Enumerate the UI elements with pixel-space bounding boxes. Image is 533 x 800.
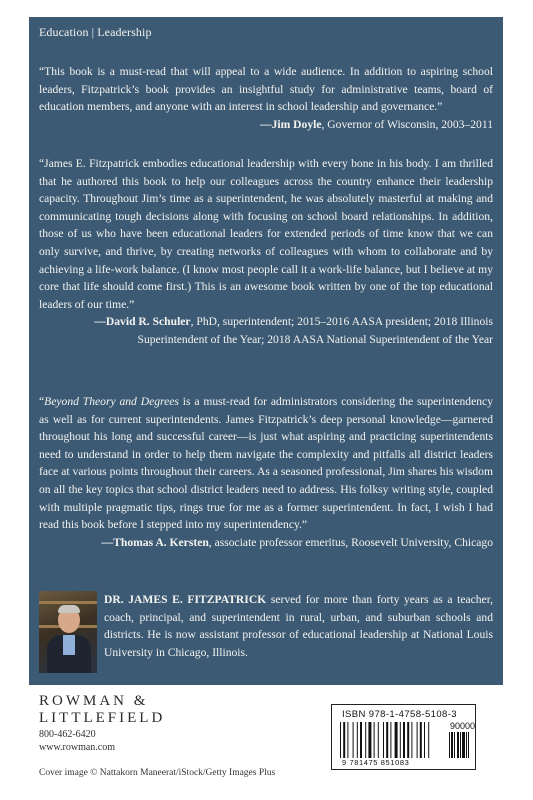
- publisher-phone: 800-462-6420: [39, 729, 96, 740]
- author-photo: [39, 591, 97, 673]
- isbn-number: ISBN 978-1-4758-5108-3: [342, 709, 457, 720]
- endorser-name: —Jim Doyle: [259, 117, 322, 131]
- endorser-role: , associate professor emeritus, Roosevelt University, Chicago: [208, 535, 493, 549]
- endorser-name: —Thomas A. Kersten: [101, 535, 209, 549]
- author-name: DR. JAMES E. FITZPATRICK: [104, 593, 267, 606]
- endorser-role: , Governor of Wisconsin, 2003–2011: [321, 117, 493, 131]
- publisher-block: [39, 693, 165, 753]
- endorsement-text: “James E. Fitzpatrick embodies educational leadership with every bone in his body. I am thrilled that he authored this book to help our colleagues across the country enhance their leadership capacity. Throughout Jim’s time as a superintendent, he was absolutely masterful at making and communicating tough decisions along with focusing on school board relationships. In addition, those of us who have been educational leaders for extended periods of time know that we can only survive, and thrive, by creating networks of colleagues with whom to collaborate and by achieving a life-work balance. (I know most people call it a work-life balance, but I believe at my core that life should come first.) This is an awesome book written by one of the top educational leaders of our time.”: [39, 157, 493, 311]
- price-code: 90000: [450, 721, 476, 731]
- endorsement-text: is a must-read for administrators considering the superintendency as well as for current superintendents. James Fitzpatrick’s deep personal knowledge—garnered throughout his long and successful career—is just what aspiring and practicing superintendents need to understand in order to help them navigate the complexity and pitfalls all district leaders face at various points throughout their careers. As a seasoned professional, Jim shares his wisdom on all the key topics that school district leaders need to address. His folksy writing style, coupled with multiple pragmatic tips, rings true for me as a former superintendent. In fact, I wish I had read this book before I stepped into my superintendency.”: [39, 395, 493, 532]
- endorsement-kersten: [39, 393, 493, 551]
- category-label: Education | Leadership: [39, 25, 152, 39]
- author-bio: [104, 591, 493, 661]
- isbn-barcode: [331, 704, 476, 770]
- endorsement-doyle: [39, 63, 493, 133]
- endorsement-attribution: [39, 116, 493, 134]
- endorser-role: , PhD, superintendent; 2015–2016 AASA president; 2018 Illinois Superintendent of the Year; 2018 AASA National Superintendent of the Year: [137, 315, 493, 346]
- cover-image-credit: Cover image © Nattakorn Maneerat/iStock/Getty Images Plus: [39, 768, 276, 778]
- endorsement-text: “This book is a must-read that will appeal to a wide audience. In addition to aspiring school leaders, Fitzpatrick’s book provides an insightful study for administrative teams, board of education members, and anyone with an interest in school leadership and governance.”: [39, 65, 493, 114]
- endorsement-attribution: [39, 313, 493, 348]
- barcode-bars: [340, 722, 444, 758]
- endorsement-attribution: [39, 534, 493, 552]
- publisher-website: www.rowman.com: [39, 742, 116, 753]
- author-bio-text: served for more than forty years as a teacher, coach, principal, and superintendent in rural, urban, and suburban schools and districts. He is now assistant professor of educational leadership at National Louis University in Chicago, Illinois.: [104, 593, 493, 659]
- publisher-name-line2: LITTLEFIELD: [39, 710, 166, 726]
- endorsement-open-quote: “: [39, 395, 45, 408]
- back-cover-panel: [29, 17, 503, 685]
- book-title: Beyond Theory and Degrees: [44, 395, 179, 408]
- endorsement-schuler: [39, 155, 493, 349]
- publisher-name-line1: ROWMAN &: [39, 693, 149, 709]
- price-barcode-bars: [449, 732, 469, 758]
- endorser-name: —David R. Schuler: [94, 315, 191, 329]
- barcode-digits: 9 781475 851083: [342, 758, 410, 767]
